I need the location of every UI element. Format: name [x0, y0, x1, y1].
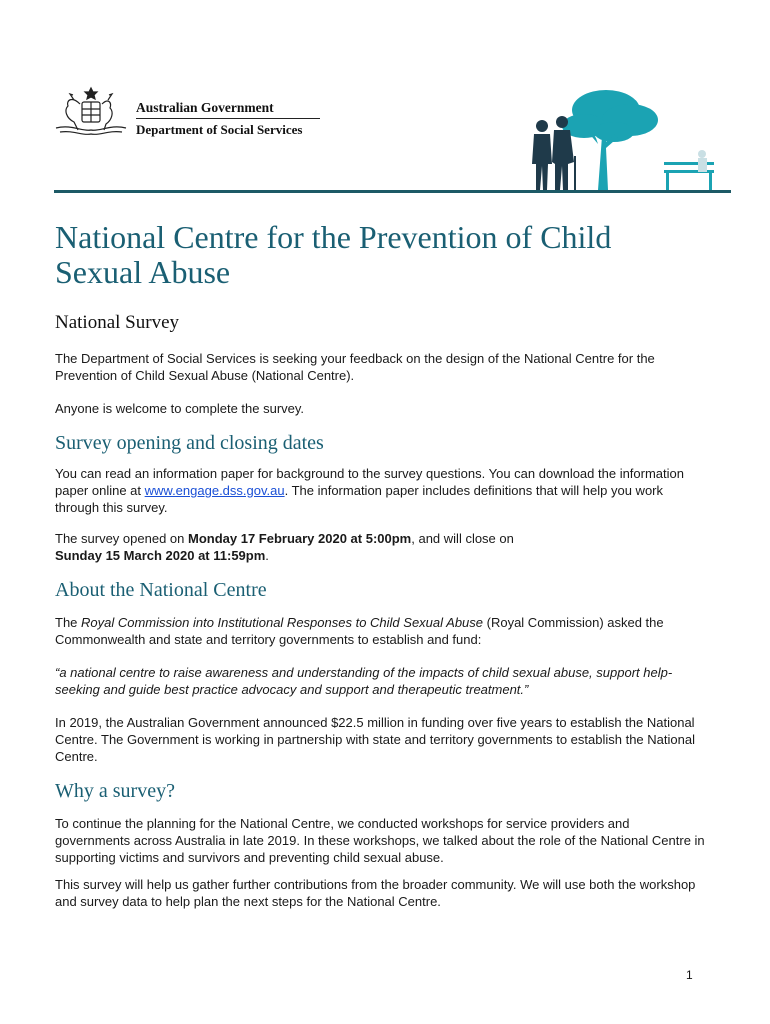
why-heading: Why a survey? [55, 780, 175, 802]
about-quote: “a national centre to raise awareness and understanding of the impacts of child sexual abuse, support help-seeking and guide best practice advocacy and support and therapeutic treatment.” [55, 665, 673, 697]
close-date: Sunday 15 March 2020 at 11:59pm [55, 548, 266, 563]
why-paragraph: To continue the planning for the National Centre, we conducted workshops for service providers and governments across Australia in late 2019. In these workshops, we talked about the role of the National Centre in supporting victims and survivors and preventing child sexual abuse. [55, 816, 705, 865]
government-name: Australian Government [136, 100, 274, 115]
department-name: Department of Social Services [136, 122, 303, 137]
page-number: 1 [686, 968, 693, 982]
header-rule [54, 190, 731, 193]
intro-welcome: Anyone is welcome to complete the survey. [55, 401, 305, 416]
about-paragraph: The Royal Commission into Institutional Responses to Child Sexual Abuse (Royal Commission) asked the Commonwealth and state and territory governments to establish and fund: [55, 615, 664, 647]
dates-paragraph: You can read an information paper for background to the survey questions. You can download the information paper online at www.engage.dss.gov.au. The information paper includes definitions that will help you work through this survey. [55, 466, 684, 515]
open-date: Monday 17 February 2020 at 5:00pm [187, 531, 412, 546]
header-divider [136, 118, 320, 119]
intro-paragraph: The Department of Social Services is seeking your feedback on the design of the National Centre for the Prevention of Child Sexual Abuse (National Centre). [55, 351, 655, 383]
dates-open-close: The survey opened on Monday 17 February 2020 at 5:00pm, and will close on Sunday 15 March 2020 at 11:59pm. [55, 531, 514, 563]
engage-link[interactable]: www.engage.dss.gov.au [144, 483, 285, 498]
why-survey-paragraph: This survey will help us gather further contributions from the broader community. We will use both the workshop and survey data to help plan the next steps for the National Centre. [55, 877, 696, 909]
dates-heading: Survey opening and closing dates [55, 432, 324, 454]
page-title: National Centre for the Prevention of Child Sexual Abuse [55, 219, 612, 290]
page-header [0, 0, 770, 200]
main-content [55, 220, 705, 910]
coat-of-arms-icon [52, 84, 130, 138]
about-heading: About the National Centre [55, 579, 267, 601]
people-tree-bench-icon [518, 86, 734, 196]
about-funding: In 2019, the Australian Government announced $22.5 million in funding over five years to establish the National Centre. The Government is working in partnership with state and territory governments to establish the National Centre. [55, 715, 695, 764]
page-subtitle: National Survey [55, 312, 180, 333]
